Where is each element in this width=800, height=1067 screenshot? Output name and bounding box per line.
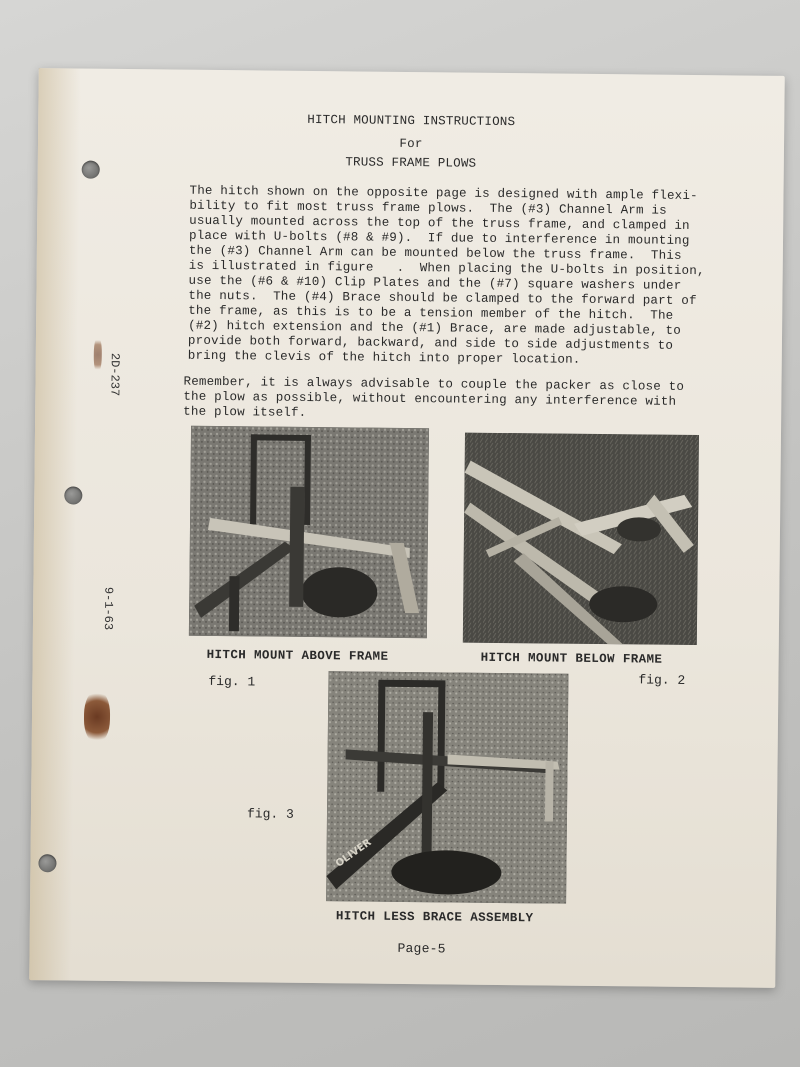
- paragraph-line: the (#3) Channel Arm can be mounted below the truss frame. This: [188, 243, 682, 263]
- paragraph-line: provide both forward, backward, and side to side adjustments to: [187, 333, 674, 353]
- photo-hitch-above-frame: [189, 426, 429, 638]
- paragraph-line: The hitch shown on the opposite page is designed with ample flexi-: [189, 183, 698, 204]
- paragraph-line: bility to fit most truss frame plows. The (#3) Channel Arm is: [189, 198, 667, 218]
- photo-2-illustration: [463, 433, 699, 645]
- paragraph-line: the plow itself.: [183, 404, 307, 420]
- oliver-logo: OLIVER: [333, 837, 374, 870]
- paragraph-line: bring the clevis of the hitch into proper location.: [187, 348, 581, 367]
- rust-stain-small: [94, 337, 102, 373]
- page-title-for: For: [399, 136, 423, 152]
- paragraph-line: place with U-bolts (#8 & #9). If due to interference in mounting: [188, 228, 690, 248]
- page-title: HITCH MOUNTING INSTRUCTIONS: [307, 112, 516, 130]
- fig-3-label: fig. 3: [246, 806, 294, 822]
- paragraph-line: Remember, it is always advisable to couple the packer as close to: [183, 374, 685, 394]
- page-subtitle: TRUSS FRAME PLOWS: [345, 155, 477, 171]
- punch-hole-middle: [64, 486, 82, 504]
- paragraph-line: the nuts. The (#4) Brace should be clamped to the forward part of: [188, 288, 697, 309]
- paragraph-line: the plow as possible, without encountering any interference with: [183, 389, 677, 409]
- document-number: 2D-237: [107, 352, 122, 397]
- photo-3-illustration: [326, 671, 568, 904]
- caption-fig-1: HITCH MOUNT ABOVE FRAME: [206, 647, 389, 664]
- caption-fig-2: HITCH MOUNT BELOW FRAME: [480, 650, 663, 667]
- document-date: 9-1-63: [100, 586, 116, 631]
- paragraph-line: (#2) hitch extension and the (#1) Brace, are made adjustable, to: [188, 318, 682, 338]
- document-page: [29, 68, 785, 988]
- punch-hole-bottom: [38, 854, 56, 872]
- caption-fig-3: HITCH LESS BRACE ASSEMBLY: [335, 909, 534, 926]
- photo-hitch-less-brace: [326, 671, 568, 904]
- paragraph-line: usually mounted across the top of the truss frame, and clamped in: [189, 213, 690, 233]
- paragraph-line: use the (#6 & #10) Clip Plates and the (#7) square washers under: [188, 273, 682, 293]
- page-edge-wear: [29, 68, 81, 980]
- fig-2-label: fig. 2: [638, 672, 686, 688]
- paragraph-line: is illustrated in figure . When placing the U-bolts in position,: [188, 258, 705, 279]
- photo-hitch-below-frame: [463, 433, 699, 645]
- photo-1-illustration: [189, 426, 429, 638]
- fig-1-label: fig. 1: [208, 673, 256, 690]
- page-number: Page-5: [397, 940, 446, 957]
- paragraph-line: the frame, as this is to be a tension member of the hitch. The: [188, 303, 674, 323]
- rust-stain: [84, 691, 111, 743]
